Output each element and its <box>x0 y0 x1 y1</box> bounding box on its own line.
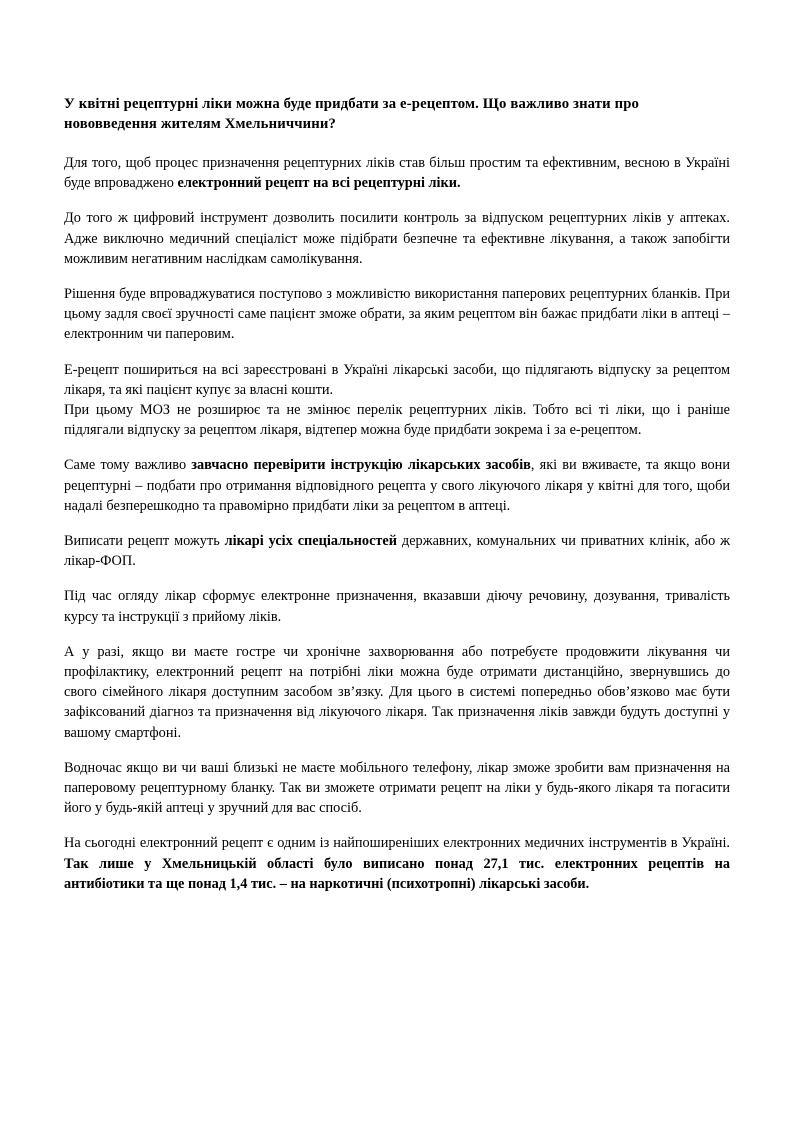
spacer <box>64 345 730 360</box>
text-run: Е-рецепт пошириться на всі зареєстровані в Україні лікарські засоби, що підлягають відпуску за рецептом лікаря, та які пацієнт купує за власні кошти. <box>64 361 730 398</box>
paragraph-p8 <box>64 586 730 626</box>
text-run: До того ж цифровий інструмент дозволить посилити контроль за відпуском рецептурних ліків у аптеках. Адже виключно медичний спеціаліст може підібрати безпечне та ефективне лікування, а також запобігти можливим негативним наслідкам самолікування. <box>64 210 730 267</box>
paragraph-p6 <box>64 455 730 516</box>
paragraph-p11 <box>64 833 730 894</box>
paragraph-p4 <box>64 360 730 400</box>
spacer <box>64 193 730 208</box>
spacer <box>64 743 730 758</box>
spacer <box>64 269 730 284</box>
page-title: У квітні рецептурні ліки можна буде придбати за е-рецептом. Що важливо знати про нововведення жителям Хмельниччини? <box>64 96 639 132</box>
paragraph-p7 <box>64 531 730 571</box>
text-run: Для того, щоб процес призначення рецептурних ліків став більш простим та ефективним, весною в Україні буде впроваджено <box>64 155 730 192</box>
text-run: Під час огляду лікар сформує електронне призначення, вказавши діючу речовину, дозування, тривалість курсу та інструкції з прийому ліків. <box>64 588 730 625</box>
emphasis-run: Так лише у Хмельницькій області було виписано понад 27,1 тис. електронних рецептів на антибіотики та ще понад 1,4 тис. – на наркотичні (психотропні) лікарські засоби. <box>64 855 730 892</box>
text-run: При цьому МОЗ не розширює та не змінює перелік рецептурних ліків. Тобто всі ті ліки, що і раніше підлягали відпуску за рецептом лікаря, відтепер можна буде придбати зокрема і за е-рецептом. <box>64 402 730 439</box>
emphasis-run: електронний рецепт на всі рецептурні ліки. <box>177 175 461 192</box>
paragraph-p5 <box>64 400 730 440</box>
spacer <box>64 440 730 455</box>
spacer <box>64 516 730 531</box>
spacer <box>64 818 730 833</box>
paragraph-p2 <box>64 208 730 269</box>
text-run: А у разі, якщо ви маєте гостре чи хронічне захворювання або потребуєте продовжити лікування чи профілактику, електронний рецепт на потрібні ліки можна буде отримати дистанційно, звернувшись до свого сімейного лікаря доступним засобом зв’язку. Для цього в системі попередньо обов’язково має бути зафіксований діагноз та призначення від лікуючого лікаря. Так призначення ліків завжди будуть доступні у вашому смартфоні. <box>64 643 730 741</box>
paragraph-p1 <box>64 153 730 193</box>
emphasis-run: лікарі усіх спеціальностей <box>224 533 398 550</box>
spacer-after-title <box>64 134 730 153</box>
text-run: Виписати рецепт можуть <box>64 533 225 550</box>
text-run: Рішення буде впроваджуватися поступово з можливістю використання паперових рецептурних бланків. При цьому задля своєї зручності саме пацієнт зможе обрати, за яким рецептом він бажає придбати ліки в аптеці – електронним чи паперовим. <box>64 286 730 343</box>
spacer <box>64 571 730 586</box>
text-run: , які ви вживаєте, та якщо вони рецептурні – подбати про отримання відповідного рецепта у свого лікуючого лікаря у квітні для того, щоби надалі безперешкодно та правомірно придбати ліки за рецептом в аптеці. <box>64 457 730 514</box>
paragraph-p9 <box>64 642 730 743</box>
text-run: Водночас якщо ви чи ваші близькі не маєте мобільного телефону, лікар зможе зробити вам призначення на паперовому рецептурному бланку. Так ви зможете отримати рецепт на ліки у будь-якого лікаря та погасити його у будь-якій аптеці у зручний для вас спосіб. <box>64 759 730 817</box>
document-body <box>64 95 730 894</box>
paragraph-p3 <box>64 284 730 345</box>
emphasis-run: завчасно перевірити інструкцію лікарських засобів <box>191 457 531 474</box>
text-run: На сьогодні електронний рецепт є одним із найпоширеніших електронних медичних інструментів в Україні. <box>64 835 730 852</box>
paragraph-p10 <box>64 758 730 819</box>
text-run: державних, комунальних чи приватних клінік, або ж лікар-ФОП. <box>64 533 730 570</box>
text-run: Саме тому важливо <box>64 457 192 474</box>
spacer <box>64 627 730 642</box>
